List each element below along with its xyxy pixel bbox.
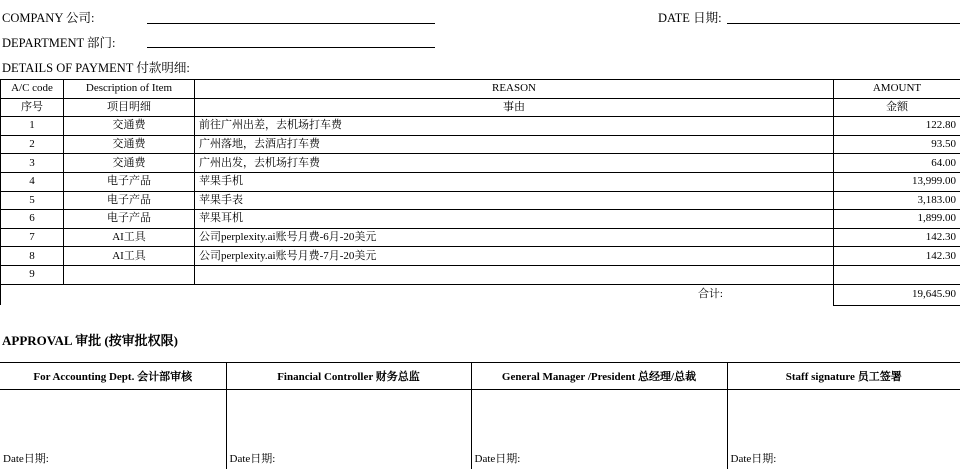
table-row [1,172,960,191]
row-reason[interactable]: 苹果耳机 [195,210,834,229]
header-item-cn: 项目明细 [64,98,195,117]
date-label: Date日期: [731,453,777,465]
header-amount: AMOUNT [834,80,960,99]
row-reason[interactable]: 广州落地，去酒店打车费 [195,135,834,154]
signature-box-accounting[interactable] [0,390,226,469]
row-item[interactable]: 电子产品 [64,210,195,229]
row-reason[interactable] [195,265,834,284]
row-amount[interactable]: 1,899.00 [834,210,960,229]
row-item[interactable]: AI工具 [64,228,195,247]
row-no: 8 [1,247,64,266]
approval-header-controller: Financial Controller 财务总监 [226,363,471,390]
company-label: COMPANY 公司: [2,8,95,26]
row-no: 9 [1,265,64,284]
row-amount[interactable]: 13,999.00 [834,172,960,191]
table-row [1,191,960,210]
row-amount[interactable]: 142.30 [834,247,960,266]
approval-table [0,362,960,469]
table-row [1,135,960,154]
date-label: DATE 日期: [658,8,722,26]
row-reason[interactable]: 前往广州出差，去机场打车费 [195,117,834,136]
row-amount[interactable] [834,265,960,284]
row-amount[interactable]: 3,183.00 [834,191,960,210]
date-label: Date日期: [3,453,49,465]
row-item[interactable]: 交通费 [64,154,195,173]
department-label: DEPARTMENT 部门: [2,33,116,51]
date-label: Date日期: [230,453,276,465]
approval-header-staff: Staff signature 员工签署 [727,363,960,390]
signature-box-controller[interactable] [226,390,471,469]
table-row [1,247,960,266]
row-no: 3 [1,154,64,173]
header-no-cn: 序号 [1,98,64,117]
table-row [1,154,960,173]
approval-header-row [0,363,960,390]
approval-header-gm: General Manager /President 总经理/总裁 [471,363,727,390]
header-row-en [1,80,960,99]
row-no: 1 [1,117,64,136]
table-row [1,117,960,136]
signature-box-gm[interactable] [471,390,727,469]
table-row [1,265,960,284]
row-reason[interactable]: 苹果手机 [195,172,834,191]
total-label: 合计: [195,284,834,305]
row-no: 7 [1,228,64,247]
table-row [1,228,960,247]
row-reason[interactable]: 公司perplexity.ai账号月费-7月-20美元 [195,247,834,266]
row-no: 5 [1,191,64,210]
row-amount[interactable]: 142.30 [834,228,960,247]
row-no: 2 [1,135,64,154]
row-item[interactable]: AI工具 [64,247,195,266]
row-no: 6 [1,210,64,229]
total-row [1,284,960,305]
company-field[interactable] [147,23,435,24]
row-amount[interactable]: 93.50 [834,135,960,154]
header-row-cn [1,98,960,117]
approval-signature-row [0,390,960,469]
header-amount-cn: 金额 [834,98,960,117]
row-item[interactable]: 电子产品 [64,191,195,210]
table-row [1,210,960,229]
row-item[interactable]: 交通费 [64,117,195,136]
date-field[interactable] [727,23,960,24]
header-reason: REASON [195,80,834,99]
row-amount[interactable]: 64.00 [834,154,960,173]
row-item[interactable]: 交通费 [64,135,195,154]
row-item[interactable] [64,265,195,284]
row-no: 4 [1,172,64,191]
total-value: 19,645.90 [834,284,960,305]
row-amount[interactable]: 122.80 [834,117,960,136]
header-reason-cn: 事由 [195,98,834,117]
row-item[interactable]: 电子产品 [64,172,195,191]
date-label: Date日期: [475,453,521,465]
payment-table [0,79,960,306]
signature-box-staff[interactable] [727,390,960,469]
approval-header-accounting: For Accounting Dept. 会计部审核 [0,363,226,390]
department-field[interactable] [147,47,435,48]
row-reason[interactable]: 广州出发，去机场打车费 [195,154,834,173]
row-reason[interactable]: 苹果手表 [195,191,834,210]
header-description: Description of Item [64,80,195,99]
row-reason[interactable]: 公司perplexity.ai账号月费-6月-20美元 [195,228,834,247]
approval-title: APPROVAL 审批 (按审批权限) [2,330,178,349]
details-label: DETAILS OF PAYMENT 付款明细: [2,58,190,76]
header-ac-code: A/C code [1,80,64,99]
